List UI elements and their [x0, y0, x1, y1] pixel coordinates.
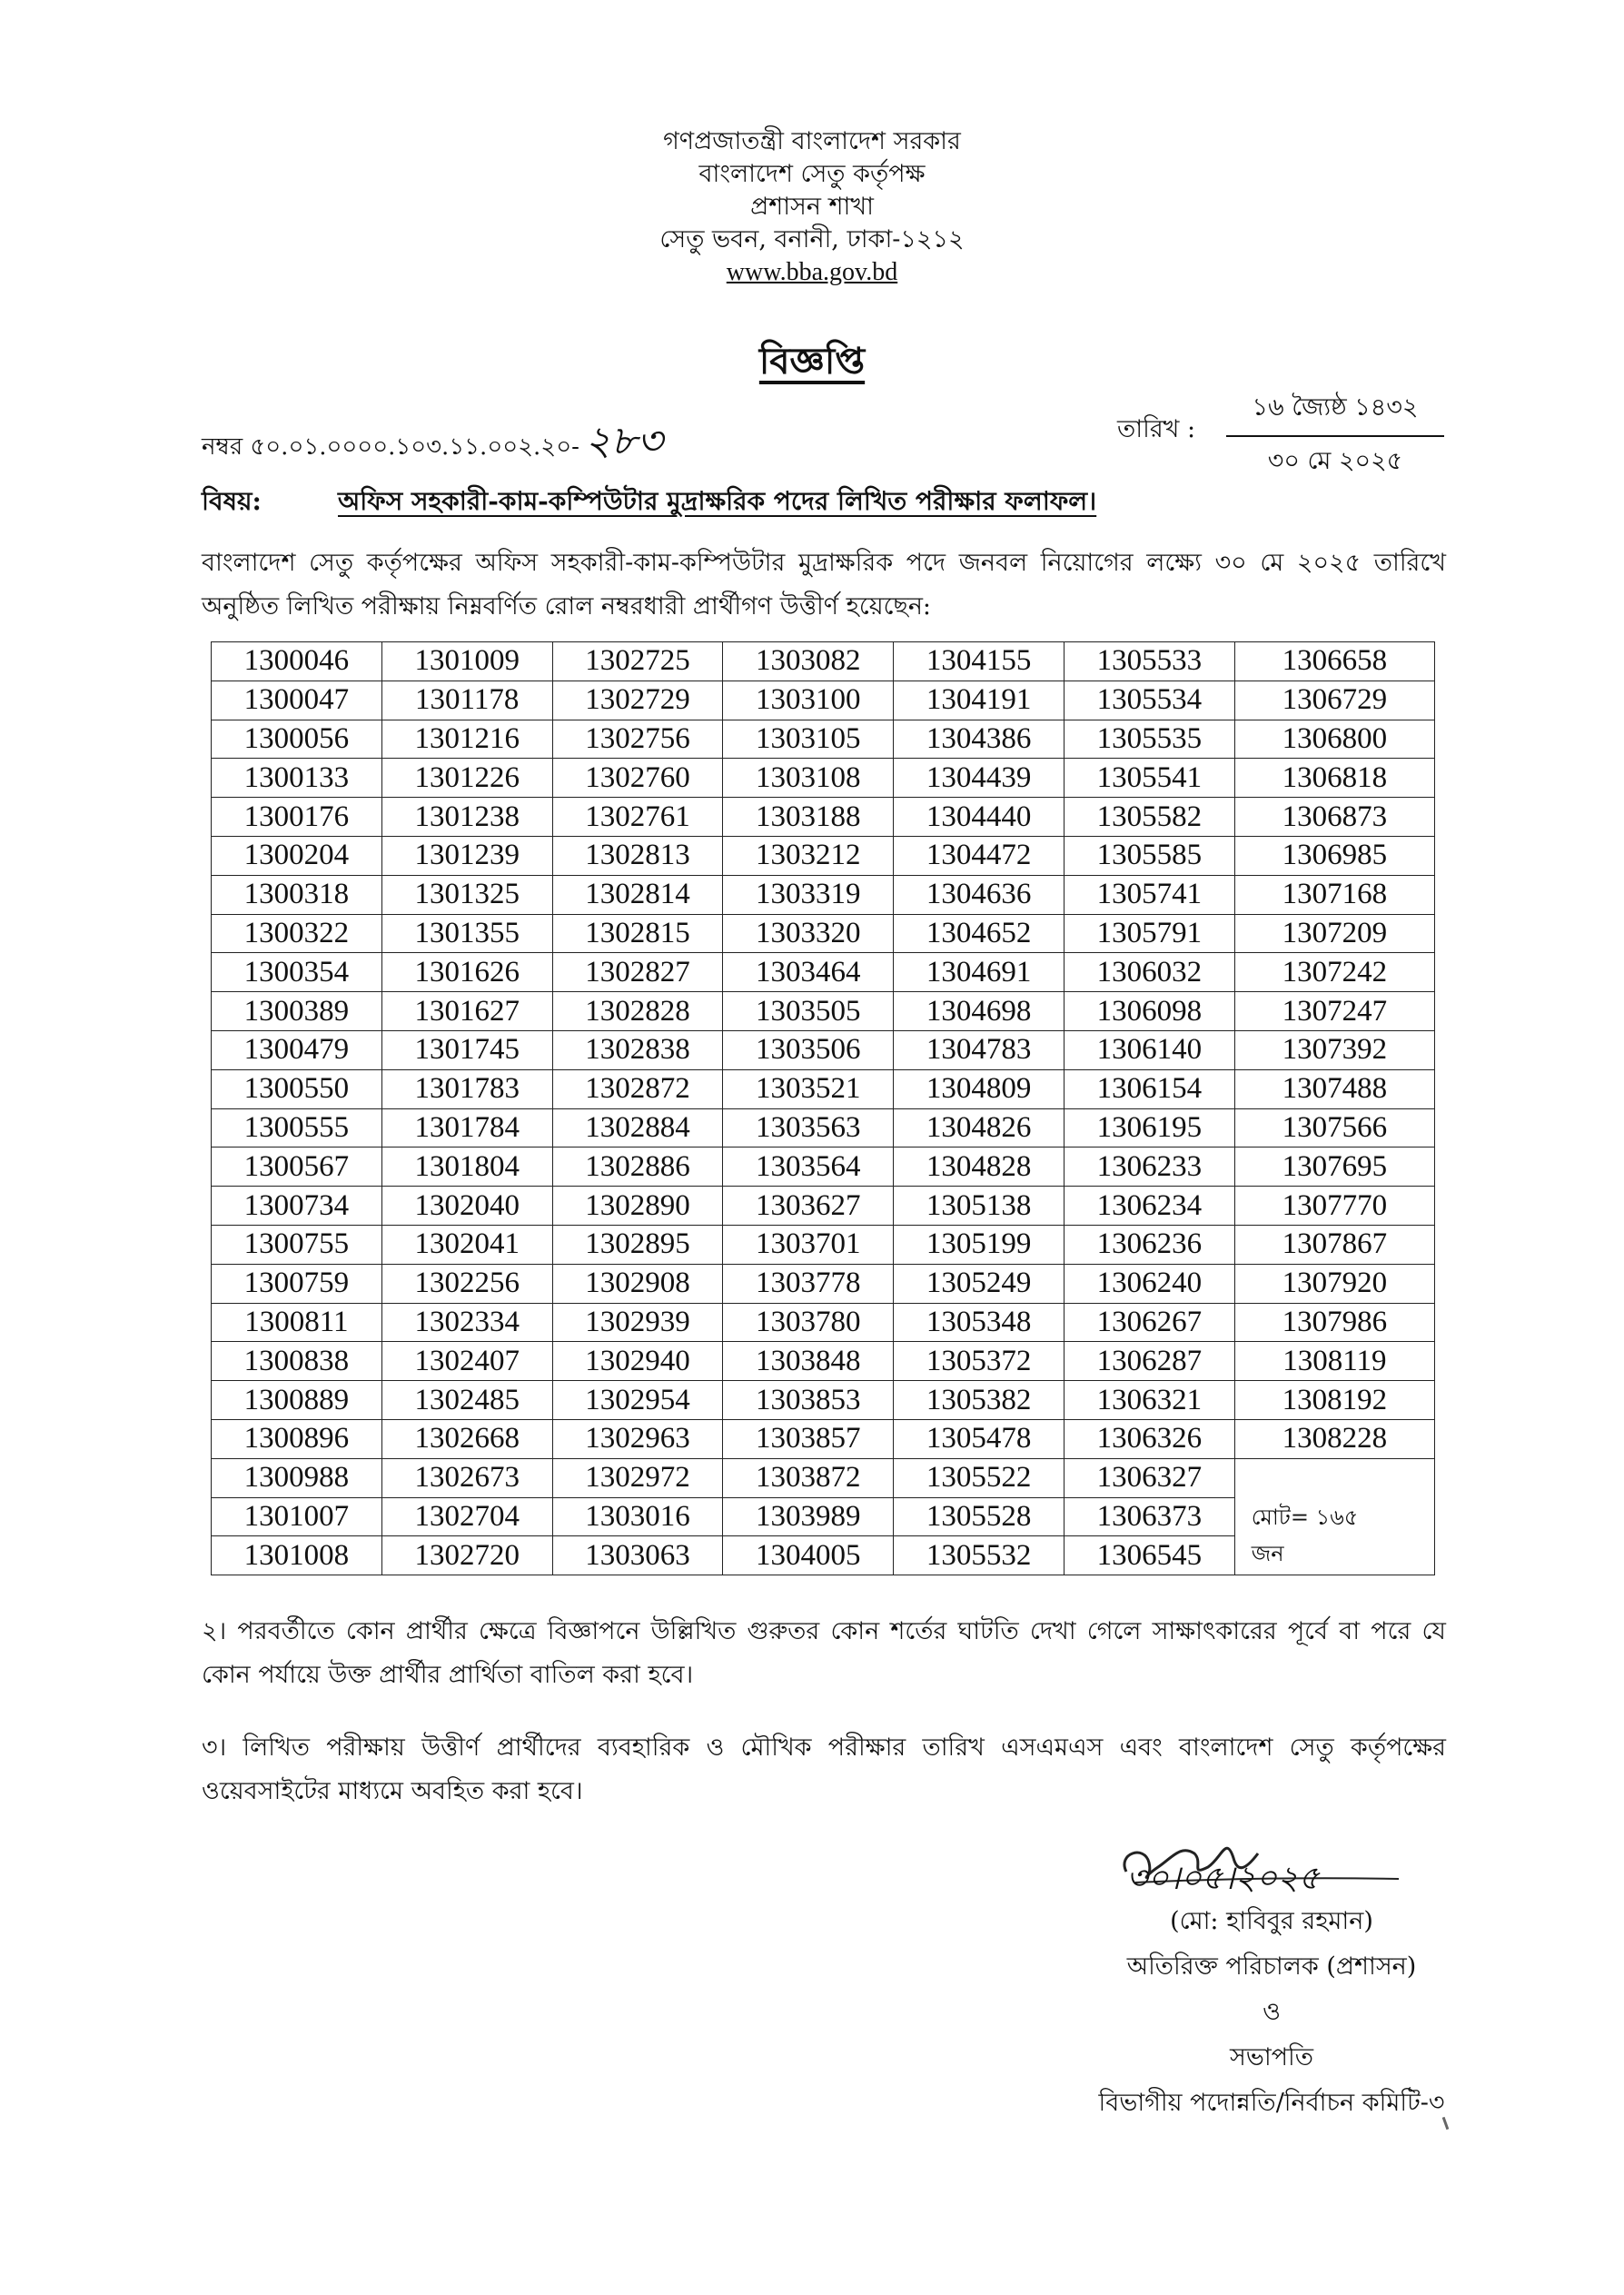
- roll-cell: 1303212: [723, 836, 894, 875]
- roll-cell: 1302704: [381, 1497, 552, 1536]
- roll-cell: 1300133: [212, 759, 382, 798]
- roll-cell: 1305535: [1064, 720, 1234, 759]
- roll-cell: 1305585: [1064, 836, 1234, 875]
- roll-cell: 1307209: [1234, 914, 1434, 953]
- signatory-block: [999, 1899, 1544, 2126]
- roll-cell: 1300204: [212, 836, 382, 875]
- roll-cell: 1304698: [894, 992, 1065, 1031]
- roll-cell: 1306873: [1234, 798, 1434, 837]
- roll-cell: 1301626: [381, 953, 552, 992]
- roll-cell: 1304472: [894, 836, 1065, 875]
- roll-cell: 1308192: [1234, 1381, 1434, 1420]
- roll-cell: 1302334: [381, 1303, 552, 1342]
- roll-cell: 1302760: [552, 759, 723, 798]
- roll-cell: 1307986: [1234, 1303, 1434, 1342]
- roll-cell: 1305741: [1064, 875, 1234, 914]
- roll-cell: 1305533: [1064, 642, 1234, 681]
- roll-cell: 1306154: [1064, 1069, 1234, 1108]
- roll-cell: 1303105: [723, 720, 894, 759]
- roll-cell: 1305382: [894, 1381, 1065, 1420]
- memo-number: নম্বর ৫০.০১.০০০০.১০৩.১১.০০২.২০- ২৮৩: [202, 418, 663, 464]
- roll-cell: 1305528: [894, 1497, 1065, 1536]
- page-title: বিজ্ঞপ্তি: [758, 340, 866, 382]
- roll-cell: 1301627: [381, 992, 552, 1031]
- roll-cell: 1306327: [1064, 1458, 1234, 1497]
- roll-cell: 1302895: [552, 1225, 723, 1264]
- signatory-and: ও: [1263, 1998, 1281, 2026]
- roll-cell: 1303701: [723, 1225, 894, 1264]
- roll-cell: 1305372: [894, 1342, 1065, 1381]
- date-gregorian: ৩০ মে ২০২৫: [1267, 447, 1403, 475]
- table-row: [212, 1342, 1435, 1381]
- roll-cell: 1303848: [723, 1342, 894, 1381]
- roll-cell: 1300354: [212, 953, 382, 992]
- roll-cell: 1300389: [212, 992, 382, 1031]
- signatory-committee: বিভাগীয় পদোন্নতি/নির্বাচন কমিটি-৩: [1098, 2089, 1445, 2117]
- roll-cell: 1306236: [1064, 1225, 1234, 1264]
- roll-cell: 1303521: [723, 1069, 894, 1108]
- roll-cell: 1304191: [894, 681, 1065, 720]
- roll-cell: 1303108: [723, 759, 894, 798]
- roll-cell: 1300318: [212, 875, 382, 914]
- roll-cell: 1305791: [1064, 914, 1234, 953]
- roll-cell: 1303853: [723, 1381, 894, 1420]
- roll-cell: 1305582: [1064, 798, 1234, 837]
- roll-cell: 1301745: [381, 1030, 552, 1069]
- roll-cell: 1304828: [894, 1148, 1065, 1187]
- roll-cell: 1300047: [212, 681, 382, 720]
- table-row: [212, 1030, 1435, 1069]
- roll-cell: 1302761: [552, 798, 723, 837]
- subject-text: অফিস সহকারী-কাম-কম্পিউটার মুদ্রাক্ষরিক পদের লিখিত পরীক্ষার ফলাফল।: [338, 486, 1097, 516]
- roll-cell: 1303857: [723, 1419, 894, 1458]
- roll-cell: 1306032: [1064, 953, 1234, 992]
- roll-cell: 1304636: [894, 875, 1065, 914]
- roll-cell: 1305138: [894, 1187, 1065, 1226]
- roll-cell: 1300838: [212, 1342, 382, 1381]
- table-row: [212, 875, 1435, 914]
- roll-cell: 1302729: [552, 681, 723, 720]
- roll-cell: 1301238: [381, 798, 552, 837]
- roll-cell: 1301239: [381, 836, 552, 875]
- roll-cell: 1303100: [723, 681, 894, 720]
- roll-cell: 1303319: [723, 875, 894, 914]
- roll-cell: 1300734: [212, 1187, 382, 1226]
- table-row: [212, 1187, 1435, 1226]
- roll-cell: 1304439: [894, 759, 1065, 798]
- roll-cell: 1302828: [552, 992, 723, 1031]
- roll-cell: 1304386: [894, 720, 1065, 759]
- roll-cell: 1306373: [1064, 1497, 1234, 1536]
- roll-cell: 1303320: [723, 914, 894, 953]
- roll-cell: 1302940: [552, 1342, 723, 1381]
- roll-cell: 1303989: [723, 1497, 894, 1536]
- signatory-name: (মো: হাবিবুর রহমান): [1170, 1907, 1373, 1935]
- signatory-designation: অতিরিক্ত পরিচালক (প্রশাসন): [1126, 1952, 1417, 1981]
- roll-cell: 1301784: [381, 1108, 552, 1148]
- table-row: [212, 1419, 1435, 1458]
- roll-cell: 1305348: [894, 1303, 1065, 1342]
- roll-cell: 1306195: [1064, 1108, 1234, 1148]
- handwritten-memo-number: ২৮৩: [584, 418, 663, 464]
- clause-3: ৩। লিখিত পরীক্ষায় উত্তীর্ণ প্রার্থীদের ব্যবহারিক ও মৌখিক পরীক্ষার তারিখ এসএমএস এবং বাংলাদেশ সেতু কর্তৃপক্ষের ওয়েবসাইটের মাধ্যমে অবহিত করা হবে।: [202, 1734, 1446, 1805]
- website-link[interactable]: www.bba.gov.bd: [726, 258, 898, 286]
- roll-cell: 1306233: [1064, 1148, 1234, 1187]
- roll-cell: 1307392: [1234, 1030, 1434, 1069]
- roll-cell: 1302954: [552, 1381, 723, 1420]
- roll-cell: 1306658: [1234, 642, 1434, 681]
- roll-cell: 1306729: [1234, 681, 1434, 720]
- roll-cell: 1300889: [212, 1381, 382, 1420]
- roll-cell: 1304809: [894, 1069, 1065, 1108]
- roll-cell: 1302886: [552, 1148, 723, 1187]
- roll-cell: 1302814: [552, 875, 723, 914]
- roll-cell: 1307920: [1234, 1264, 1434, 1303]
- letterhead: [0, 125, 1624, 289]
- roll-cell: 1303627: [723, 1187, 894, 1226]
- table-row: [212, 953, 1435, 992]
- roll-cell: 1304005: [723, 1536, 894, 1575]
- roll-cell: 1307566: [1234, 1108, 1434, 1148]
- roll-cell: 1306240: [1064, 1264, 1234, 1303]
- roll-cell: 1302827: [552, 953, 723, 992]
- roll-cell: 1302908: [552, 1264, 723, 1303]
- roll-cell: 1300046: [212, 642, 382, 681]
- roll-cell: 1306326: [1064, 1419, 1234, 1458]
- roll-cell: 1306234: [1064, 1187, 1234, 1226]
- section-name: প্রশাসন শাখা: [750, 193, 874, 221]
- roll-cell: 1303188: [723, 798, 894, 837]
- roll-cell: 1302963: [552, 1419, 723, 1458]
- roll-cell: 1301325: [381, 875, 552, 914]
- roll-cell: 1302838: [552, 1030, 723, 1069]
- subject-line: [202, 482, 1096, 524]
- roll-cell: 1300988: [212, 1458, 382, 1497]
- roll-cell: 1301007: [212, 1497, 382, 1536]
- roll-cell: 1300567: [212, 1148, 382, 1187]
- roll-cell: 1302972: [552, 1458, 723, 1497]
- table-row: [212, 1225, 1435, 1264]
- roll-cell: 1306267: [1064, 1303, 1234, 1342]
- date-bangla: ১৬ জ্যৈষ্ঠ ১৪৩২: [1226, 389, 1444, 437]
- roll-cell: 1300811: [212, 1303, 382, 1342]
- roll-cell: 1302668: [381, 1419, 552, 1458]
- signature-date: ৩০।০৫।২০২৫: [1126, 1860, 1320, 1897]
- roll-cell: 1307242: [1234, 953, 1434, 992]
- office-address: সেতু ভবন, বনানী, ঢাকা-১২১২: [659, 225, 965, 253]
- roll-cell: 1302872: [552, 1069, 723, 1108]
- roll-cell: 1304440: [894, 798, 1065, 837]
- roll-cell: 1302890: [552, 1187, 723, 1226]
- roll-cell: 1306818: [1234, 759, 1434, 798]
- date-block: [1226, 389, 1444, 483]
- roll-cell: 1303564: [723, 1148, 894, 1187]
- roll-cell: 1302256: [381, 1264, 552, 1303]
- roll-cell: 1304652: [894, 914, 1065, 953]
- roll-cell: 1303082: [723, 642, 894, 681]
- table-row: [212, 1458, 1435, 1497]
- table-row: [212, 642, 1435, 681]
- table-row: [212, 1381, 1435, 1420]
- roll-cell: 1302725: [552, 642, 723, 681]
- total-count-cell: [1234, 1458, 1434, 1575]
- table-row: [212, 836, 1435, 875]
- table-row: [212, 1303, 1435, 1342]
- roll-cell: 1306140: [1064, 1030, 1234, 1069]
- roll-cell: 1302041: [381, 1225, 552, 1264]
- roll-cell: 1305522: [894, 1458, 1065, 1497]
- roll-cell: 1301783: [381, 1069, 552, 1108]
- roll-cell: 1300550: [212, 1069, 382, 1108]
- roll-cell: 1301226: [381, 759, 552, 798]
- roll-cell: 1302939: [552, 1303, 723, 1342]
- total-unit: জন: [1251, 1541, 1284, 1567]
- roll-cell: 1304826: [894, 1108, 1065, 1148]
- roll-cell: 1304783: [894, 1030, 1065, 1069]
- roll-cell: 1304155: [894, 642, 1065, 681]
- roll-cell: 1306321: [1064, 1381, 1234, 1420]
- roll-cell: 1303780: [723, 1303, 894, 1342]
- intro-paragraph: বাংলাদেশ সেতু কর্তৃপক্ষের অফিস সহকারী-কাম-কম্পিউটার মুদ্রাক্ষরিক পদে জনবল নিয়োগের লক্ষ্যে ৩০ মে ২০২৫ তারিখে অনুষ্ঠিত লিখিত পরীক্ষায় নিম্নবর্ণিত রোল নম্বরধারী প্রার্থীগণ উত্তীর্ণ হয়েছেন:: [202, 549, 1446, 621]
- roll-cell: 1305478: [894, 1419, 1065, 1458]
- table-row: [212, 681, 1435, 720]
- roll-cell: 1300176: [212, 798, 382, 837]
- signatory-role: সভাপতি: [1229, 2043, 1314, 2071]
- roll-cell: 1305249: [894, 1264, 1065, 1303]
- roll-cell: 1303872: [723, 1458, 894, 1497]
- clause-2: ২। পরবর্তীতে কোন প্রার্থীর ক্ষেত্রে বিজ্ঞাপনে উল্লিখিত গুরুতর কোন শর্তের ঘাটতি দেখা গেলে সাক্ষাৎকারের পূর্বে বা পরে যে কোন পর্যায়ে উক্ত প্রার্থীর প্রার্থিতা বাতিল করা হবে।: [202, 1617, 1446, 1689]
- roll-cell: 1303063: [552, 1536, 723, 1575]
- table-row: [212, 759, 1435, 798]
- authority-name: বাংলাদেশ সেতু কর্তৃপক্ষ: [698, 160, 926, 188]
- roll-cell: 1308228: [1234, 1419, 1434, 1458]
- roll-cell: 1302485: [381, 1381, 552, 1420]
- roll-cell: 1302673: [381, 1458, 552, 1497]
- roll-cell: 1307488: [1234, 1069, 1434, 1108]
- roll-cell: 1302813: [552, 836, 723, 875]
- roll-number-table: [211, 641, 1435, 1575]
- roll-cell: 1308119: [1234, 1342, 1434, 1381]
- roll-cell: 1303778: [723, 1264, 894, 1303]
- roll-cell: 1307695: [1234, 1148, 1434, 1187]
- roll-cell: 1307867: [1234, 1225, 1434, 1264]
- roll-cell: 1305534: [1064, 681, 1234, 720]
- roll-cell: 1302720: [381, 1536, 552, 1575]
- table-row: [212, 798, 1435, 837]
- total-count: মোট= ১৬৫: [1251, 1505, 1359, 1531]
- roll-cell: 1306098: [1064, 992, 1234, 1031]
- roll-cell: 1304691: [894, 953, 1065, 992]
- table-row: [212, 720, 1435, 759]
- govt-name: গণপ্রজাতন্ত্রী বাংলাদেশ সরকার: [663, 127, 961, 155]
- roll-cell: 1301009: [381, 642, 552, 681]
- roll-cell: 1300056: [212, 720, 382, 759]
- roll-cell: 1307168: [1234, 875, 1434, 914]
- roll-cell: 1306800: [1234, 720, 1434, 759]
- roll-cell: 1302815: [552, 914, 723, 953]
- roll-cell: 1303563: [723, 1108, 894, 1148]
- roll-cell: 1306545: [1064, 1536, 1234, 1575]
- roll-cell: 1300555: [212, 1108, 382, 1148]
- roll-cell: 1300896: [212, 1419, 382, 1458]
- table-row: [212, 992, 1435, 1031]
- roll-cell: 1302756: [552, 720, 723, 759]
- roll-cell: 1305541: [1064, 759, 1234, 798]
- table-row: [212, 1069, 1435, 1108]
- subject-label: বিষয়:: [202, 486, 262, 516]
- roll-cell: 1303506: [723, 1030, 894, 1069]
- table-row: [212, 1264, 1435, 1303]
- table-row: [212, 1108, 1435, 1148]
- roll-cell: 1301804: [381, 1148, 552, 1187]
- date-label: তারিখ :: [1117, 415, 1196, 443]
- roll-cell: 1300755: [212, 1225, 382, 1264]
- roll-cell: 1303505: [723, 992, 894, 1031]
- roll-cell: 1301008: [212, 1536, 382, 1575]
- roll-cell: 1300479: [212, 1030, 382, 1069]
- roll-cell: 1301178: [381, 681, 552, 720]
- roll-cell: 1303016: [552, 1497, 723, 1536]
- roll-cell: 1301355: [381, 914, 552, 953]
- table-row: [212, 1148, 1435, 1187]
- roll-cell: 1302040: [381, 1187, 552, 1226]
- roll-cell: 1305199: [894, 1225, 1065, 1264]
- roll-cell: 1307770: [1234, 1187, 1434, 1226]
- roll-cell: 1300759: [212, 1264, 382, 1303]
- roll-cell: 1303464: [723, 953, 894, 992]
- roll-cell: 1302407: [381, 1342, 552, 1381]
- table-row: [212, 914, 1435, 953]
- roll-cell: 1306287: [1064, 1342, 1234, 1381]
- roll-cell: 1301216: [381, 720, 552, 759]
- roll-cell: 1306985: [1234, 836, 1434, 875]
- roll-cell: 1305532: [894, 1536, 1065, 1575]
- roll-cell: 1307247: [1234, 992, 1434, 1031]
- roll-cell: 1302884: [552, 1108, 723, 1148]
- roll-cell: 1300322: [212, 914, 382, 953]
